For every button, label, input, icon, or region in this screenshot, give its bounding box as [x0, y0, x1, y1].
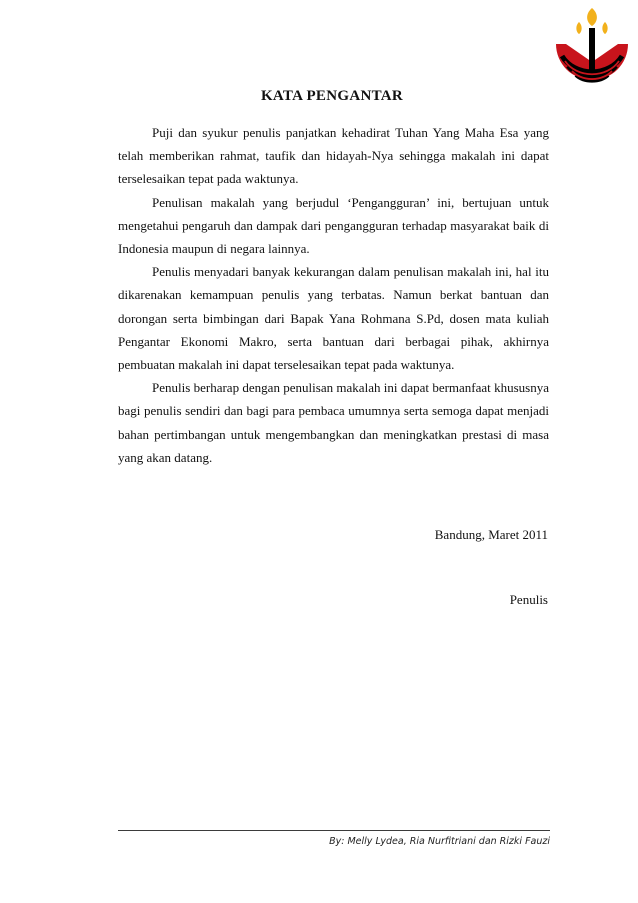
paragraph: Penulis berharap dengan penulisan makalah ini dapat bermanfaat khususnya bagi penulis sendiri dan bagi para pembaca umumnya serta semoga dapat menjadi bahan pertimbangan untuk mengembangkan dan meningkatkan prestasi di masa yang akan datang. — [118, 380, 549, 465]
city-date: Bandung, Maret 2011 — [434, 527, 548, 542]
footer-credits: By: Melly Lydea, Ria Nurfitriani dan Rizki Fauzi — [329, 836, 550, 847]
page-title: KATA PENGANTAR — [260, 88, 404, 104]
footer-divider — [118, 830, 550, 831]
paragraph: Penulisan makalah yang berjudul ‘Pengangguran’ ini, bertujuan untuk mengetahui pengaruh dan dampak dari pengangguran terhadap masyarakat baik di Indonesia maupun di negara lainnya. — [118, 194, 549, 257]
paragraph: Puji dan syukur penulis panjatkan kehadirat Tuhan Yang Maha Esa yang telah memberikan rahmat, taufik dan hidayah-Nya sehingga makalah ini dapat terselesaikan tepat pada waktunya. — [118, 125, 549, 187]
paragraph: Penulis menyadari banyak kekurangan dalam penulisan makalah ini, hal itu dikarenakan kemampuan penulis yang terbatas. Namun berkat bantuan dan dorongan serta bimbingan dari Bapak Yana Rohmana S.Pd, dosen mata kuliah Pengantar Ekonomi Makro, serta bantuan dari berbagai pihak, akhirnya pembuatan makalah ini dapat terselesaikan tepat pada waktunya. — [118, 264, 549, 373]
body-text — [118, 121, 549, 469]
author-signature: Penulis — [509, 592, 548, 607]
university-emblem-icon — [552, 4, 632, 86]
